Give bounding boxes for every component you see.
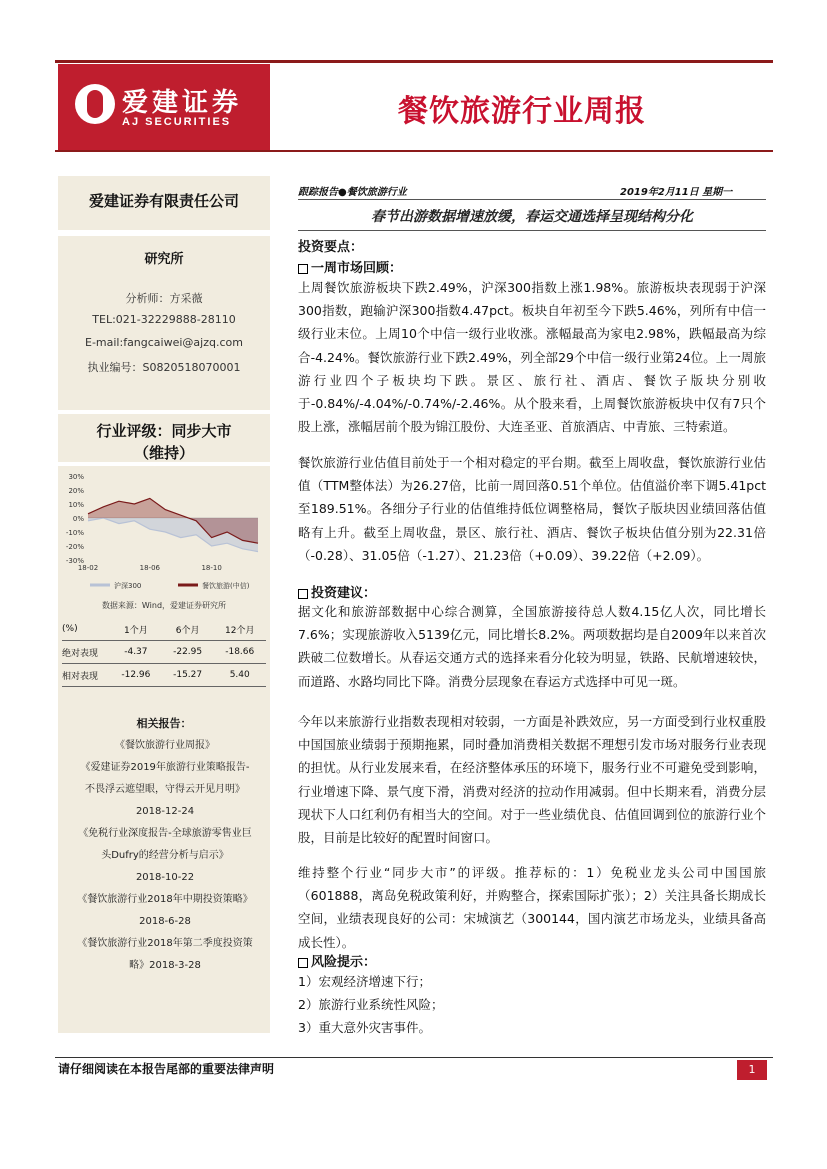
table-cell: -4.37 <box>110 641 162 664</box>
analyst-license: 执业编号：S0820518070001 <box>87 361 241 374</box>
page-number: 1 <box>737 1060 767 1080</box>
performance-table <box>62 618 266 687</box>
y-tick-label: -10% <box>65 529 84 537</box>
headline: 春节出游数据增速放缓，春运交通选择呈现结构分化 <box>371 209 693 225</box>
sidebar-institute: 研究所 <box>144 252 184 267</box>
logo-mark-inner <box>87 90 103 118</box>
sidebar-divider <box>58 410 270 414</box>
related-report-line[interactable]: 《餐饮旅游行业周报》 <box>115 740 215 751</box>
table-header-row <box>62 618 266 641</box>
related-report-line[interactable]: 略》2018-3-28 <box>129 960 201 971</box>
advice-paragraph-2: 今年以来旅游行业指数表现相对较弱，一方面是补跌效应，另一方面受到行业权重股中国国旅业绩弱于预期拖累，同时叠加消费相关数据不理想引发市场对服务行业表现的担忧。从行业发展来看，在经济整体承压的环境下，服务行业不可避免受到影响，行业增速下降、景气度下滑，消费对经济的拉动作用减弱。但中长期来看，消费分层现状下人口红利仍有相当大的空间。对于一些业绩优良、估值回调到位的旅游行业个股，目前是比较好的配置时间窗口。 <box>298 714 766 846</box>
table-cell: -15.27 <box>162 664 214 687</box>
table-row <box>62 641 266 664</box>
chart-source: 数据来源：Wind，爱建证券研究所 <box>101 601 227 610</box>
y-tick-label: 20% <box>68 487 84 495</box>
analyst-name: 分析师：方采薇 <box>125 292 203 305</box>
related-report-date: 2018-12-24 <box>135 806 195 817</box>
related-report-date: 2018-6-28 <box>139 916 191 927</box>
related-report-line[interactable]: 《餐饮旅游行业2018年中期投资策略》 <box>77 894 253 905</box>
header-bottom-rule <box>55 150 773 152</box>
weekly-review-paragraph: 上周餐饮旅游板块下跌2.49%，沪深300指数上涨1.98%。旅游板块表现弱于沪深300指数，跑输沪深300指数4.47pct。板块自年初至今下跌5.46%，列所有中信一级行业末位。上周10个中信一级行业收涨。涨幅最高为家电2.98%，跌幅最高为综合-4.24%。餐饮旅游行业下跌2.49%，列全部29个中信一级行业第24位。上一周旅游行业四个子板块均下跌。景区、旅行社、酒店、餐饮子版块分别收于-0.84%/-4.04%/-0.74%/-2.46%。从个股来看，上周餐饮旅游板块中仅有7只个股上涨，涨幅居前个股为锦江股份、大连圣亚、首旅酒店、中青旅、三特索道。 <box>298 280 766 435</box>
key-points-heading: 投资要点： <box>298 240 364 255</box>
table-cell: 绝对表现 <box>62 641 110 664</box>
performance-chart <box>62 470 268 598</box>
legal-disclaimer[interactable]: 请仔细阅读在本报告尾部的重要法律声明 <box>58 1062 275 1076</box>
table-cell: -22.95 <box>162 641 214 664</box>
table-header-cell: 6个月 <box>162 618 214 641</box>
header-top-rule <box>55 60 773 63</box>
y-tick-label: 0% <box>72 515 84 523</box>
checkbox-square-icon <box>298 589 308 599</box>
table-header-cell: 12个月 <box>213 618 266 641</box>
related-report-date: 2018-10-22 <box>135 872 195 883</box>
analyst-email: E-mail:fangcaiwei@ajzq.com <box>85 336 243 349</box>
y-tick-label: 10% <box>68 501 84 509</box>
x-tick-label: 18-10 <box>201 564 222 572</box>
divider <box>298 230 766 231</box>
related-report-line[interactable]: 头Dufry的经营分析与启示》 <box>101 850 229 861</box>
checkbox-square-icon <box>298 264 308 274</box>
table-cell: -18.66 <box>213 641 266 664</box>
section-advice <box>298 582 376 601</box>
sidebar-divider <box>58 230 270 236</box>
x-tick-label: 18-06 <box>139 564 160 572</box>
risk-item: 3）重大意外灾害事件。 <box>298 1020 431 1035</box>
sidebar-divider <box>58 462 270 466</box>
x-tick-label: 18-02 <box>77 564 99 572</box>
risk-item: 2）旅游行业系统性风险； <box>298 997 444 1012</box>
section-weekly <box>298 257 402 276</box>
report-date: 2019年2月11日 星期一 <box>620 187 733 198</box>
logo-chinese-name: 爱建证券 <box>122 88 243 118</box>
legend-label: 餐饮旅游(中信) <box>202 582 250 590</box>
related-report-line[interactable]: 《爱建证券2019年旅游行业策略报告- <box>80 762 250 773</box>
related-report-line[interactable]: 《免税行业深度报告-全球旅游零售业巨 <box>78 828 252 839</box>
checkbox-square-icon <box>298 958 308 968</box>
related-report-line[interactable]: 不畏浮云遮望眼，守得云开见月明》 <box>85 784 245 795</box>
divider <box>298 199 766 200</box>
table-header-cell: 1个月 <box>110 618 162 641</box>
y-tick-label: -30% <box>65 557 84 565</box>
section-weekly-title: 一周市场回顾： <box>311 261 403 276</box>
footer-rule <box>55 1057 773 1058</box>
table-cell: 相对表现 <box>62 664 110 687</box>
section-risk-title: 风险提示： <box>311 955 377 970</box>
legend-label: 沪深300 <box>114 582 142 590</box>
industry-rating: 行业评级：同步大市 <box>96 422 232 440</box>
related-report-line[interactable]: 《餐饮旅游行业2018年第二季度投资策 <box>77 938 253 949</box>
track-label: 跟踪报告●餐饮旅游行业 <box>298 187 407 198</box>
sidebar-company: 爱建证券有限责任公司 <box>88 192 239 210</box>
industry-rating-status: （维持） <box>133 444 194 462</box>
advice-paragraph-1: 据文化和旅游部数据中心综合测算，全国旅游接待总人数4.15亿人次，同比增长7.6%；实现旅游收入5139亿元，同比增长8.2%。两项数据均是自2009年以来首次跌破二位数增长。从春运交通方式的选择来看分化较为明显，铁路、民航增速较快，而道路、水路均同比下降。消费分层现象在春运方式选择中可见一斑。 <box>298 604 766 689</box>
related-reports-heading: 相关报告： <box>136 717 192 730</box>
report-title: 餐饮旅游行业周报 <box>398 94 646 129</box>
section-risk <box>298 951 376 970</box>
y-tick-label: -20% <box>65 543 84 551</box>
section-advice-title: 投资建议： <box>311 586 377 601</box>
table-cell: 5.40 <box>213 664 266 687</box>
valuation-paragraph: 餐饮旅游行业估值目前处于一个相对稳定的平台期。截至上周收盘，餐饮旅游行业估值（TTM整体法）为26.27倍，比前一周回落0.51个单位。估值溢价率下调5.41pct至189.51%。各细分子行业的估值维持低位调整格局，餐饮子版块因业绩回落估值略有上升。截至上周收盘，景区、旅行社、酒店、餐饮子板块估值分别为22.31倍（-0.28）、31.05倍（-1.27）、21.23倍（+0.09）、39.22倍（+2.09）。 <box>298 455 766 563</box>
table-cell: -12.96 <box>110 664 162 687</box>
y-tick-label: 30% <box>68 473 84 481</box>
table-row <box>62 664 266 687</box>
analyst-tel: TEL:021-32229888-28110 <box>92 313 236 326</box>
logo-english-name: AJ SECURITIES <box>122 116 232 128</box>
risk-item: 1）宏观经济增速下行； <box>298 974 431 989</box>
table-header-cell: (%) <box>62 618 110 641</box>
advice-paragraph-3: 维持整个行业“同步大市”的评级。推荐标的：1）免税业龙头公司中国国旅（601888，离岛免税政策利好，并购整合，探索国际扩张）；2）关注具备长期成长空间，业绩表现良好的公司：宋城演艺（300144，国内演艺市场龙头，业绩具备高成长性）。 <box>298 865 766 950</box>
